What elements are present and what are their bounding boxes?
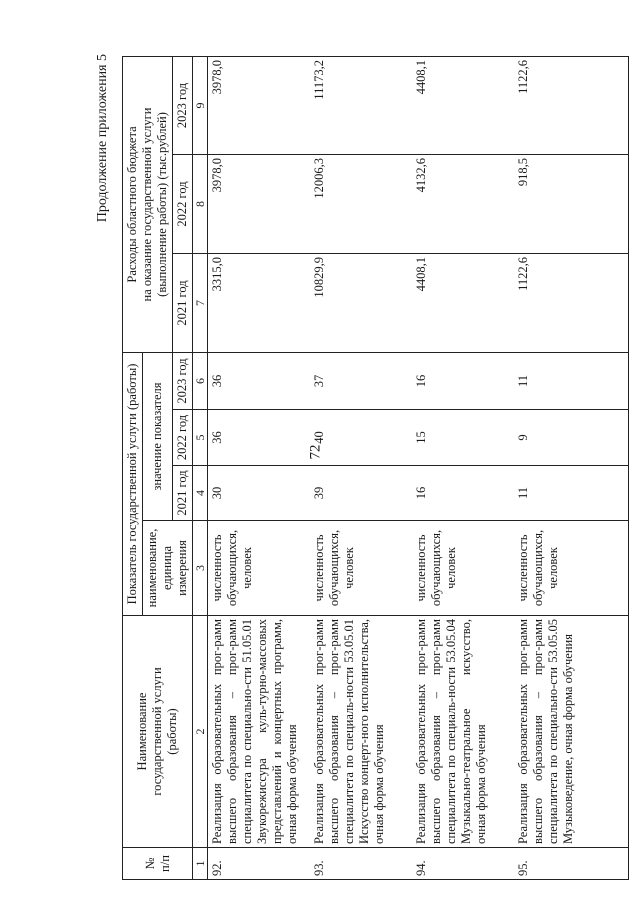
table-row — [310, 56, 412, 879]
service-name: Реализация образовательных прог-рамм высшего образования – прог-рамм специалитета по специаль-ности 53.05.01 Искусство концерт-ного исполнительства, очная форма обучения — [310, 616, 412, 848]
value-2023: 36 — [208, 352, 311, 409]
table-header — [123, 56, 208, 879]
continuation-caption: Продолжение приложения 5 — [95, 54, 110, 223]
column-number: 1 — [193, 848, 208, 880]
column-number: 5 — [193, 410, 208, 466]
column-number: 4 — [193, 466, 208, 521]
value-2021: 11 — [514, 466, 629, 521]
table-row — [514, 56, 629, 879]
column-number: 6 — [193, 352, 208, 409]
expense-2021: 4408,1 — [412, 253, 514, 352]
header-value-2022: 2022 год — [173, 410, 193, 466]
expense-2023: 4408,1 — [412, 56, 514, 154]
header-budget-2021: 2021 год — [173, 253, 193, 352]
value-2021: 16 — [412, 466, 514, 521]
row-number: 93. — [310, 848, 412, 880]
value-2022: 40 — [310, 410, 412, 466]
service-name: Реализация образовательных прог-рамм высшего образования – прог-рамм специалитета по специально-сти 53.05.05 Музыковедение, очная форма обучения — [514, 616, 629, 848]
table-row — [412, 56, 514, 879]
page-number: 72 — [307, 444, 324, 460]
value-2022: 15 — [412, 410, 514, 466]
column-number: 7 — [193, 253, 208, 352]
value-2021: 30 — [208, 466, 311, 521]
header-indicator-name: наименование, единица измерения — [143, 521, 193, 616]
value-2023: 37 — [310, 352, 412, 409]
budget-table — [122, 56, 629, 880]
service-name: Реализация образовательных прог-рамм высшего образования – прог-рамм специалитета по специаль-ности 53.05.04 Музыкально-театральное искусство, очная форма обучения — [412, 616, 514, 848]
row-number: 94. — [412, 848, 514, 880]
value-2023: 16 — [412, 352, 514, 409]
expense-2022: 918,5 — [514, 154, 629, 253]
column-number: 2 — [193, 616, 208, 848]
row-number: 92. — [208, 848, 311, 880]
column-number: 3 — [193, 521, 208, 616]
expense-2021: 10829,9 — [310, 253, 412, 352]
expense-2022: 4132,6 — [412, 154, 514, 253]
indicator-unit: численность обучающихся, человек — [310, 521, 412, 616]
indicator-unit: численность обучающихся, человек — [208, 521, 311, 616]
header-budget-2023: 2023 год — [173, 56, 193, 154]
row-number: 95. — [514, 848, 629, 880]
header-value-2021: 2021 год — [173, 466, 193, 521]
service-name: Реализация образовательных прог-рамм высшего образования – прог-рамм специалитета по специально-сти 51.05.01 Звукорежиссура куль-турно-массовых представлений и концертных программ, очная форма обучения — [208, 616, 311, 848]
value-2022: 9 — [514, 410, 629, 466]
indicator-unit: численность обучающихся, человек — [412, 521, 514, 616]
table-row — [208, 56, 311, 879]
expense-2023: 3978,0 — [208, 56, 311, 154]
expense-2021: 3315,0 — [208, 253, 311, 352]
column-number: 9 — [193, 56, 208, 154]
value-2022: 36 — [208, 410, 311, 466]
indicator-unit: численность обучающихся, человек — [514, 521, 629, 616]
header-budget-2022: 2022 год — [173, 154, 193, 253]
value-2021: 39 — [310, 466, 412, 521]
header-service-name: Наименование государственной услуги (работы) — [123, 616, 193, 848]
value-2023: 11 — [514, 352, 629, 409]
rotated-document — [95, 50, 630, 880]
expense-2022: 12006,3 — [310, 154, 412, 253]
header-indicator: Показатель государственной услуги (работы) — [123, 352, 143, 615]
expense-2022: 3978,0 — [208, 154, 311, 253]
header-budget: Расходы областного бюджета на оказание государственной услуги (выполнение работы) (тыс.рублей) — [123, 56, 173, 352]
expense-2023: 1122,6 — [514, 56, 629, 154]
header-no: № п/п — [123, 848, 193, 880]
column-number: 8 — [193, 154, 208, 253]
expense-2021: 1122,6 — [514, 253, 629, 352]
header-value-2023: 2023 год — [173, 352, 193, 409]
expense-2023: 11173,2 — [310, 56, 412, 154]
header-indicator-value: значение показателя — [143, 352, 173, 520]
column-number-row — [193, 56, 208, 879]
